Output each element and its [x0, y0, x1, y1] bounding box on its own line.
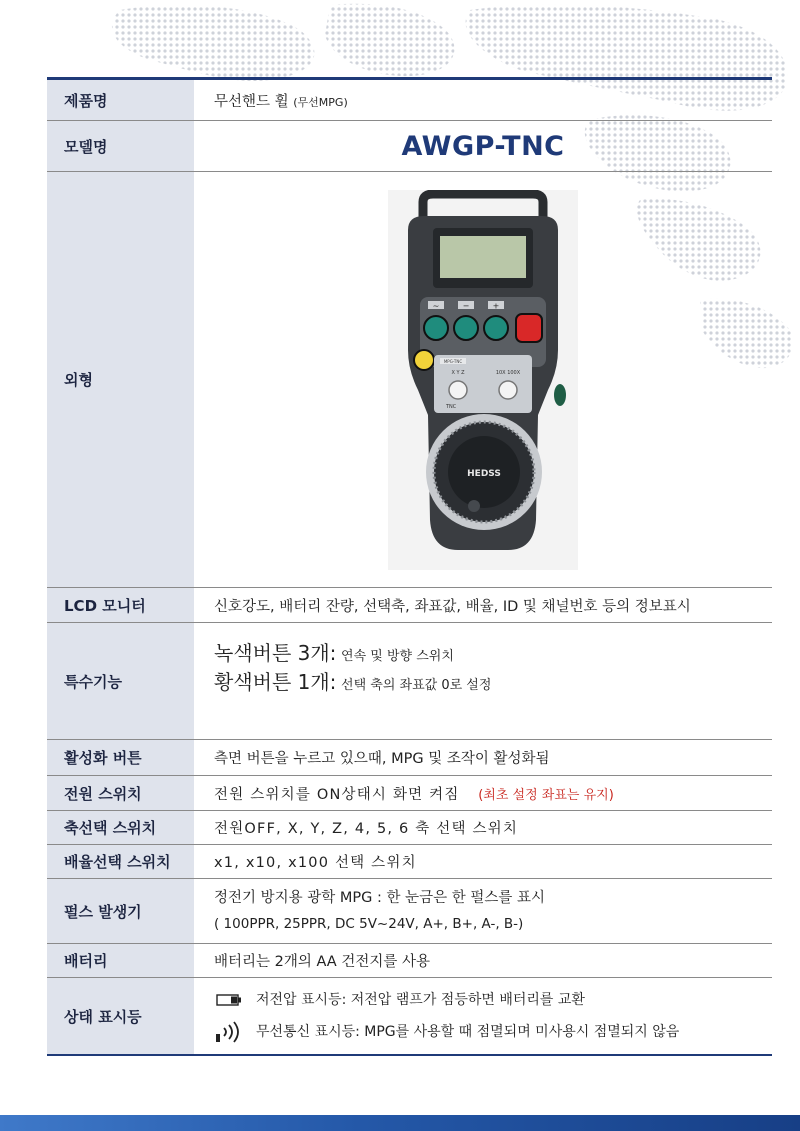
value-axis: 전원OFF, X, Y, Z, 4, 5, 6 축 선택 스위치	[214, 821, 519, 837]
brand-label: TNC	[446, 403, 457, 410]
row-special	[47, 623, 772, 740]
low-voltage-line	[214, 984, 772, 1016]
product-name-note: (무선MPG)	[293, 95, 348, 109]
pulse-line1: 정전기 방지용 광학 MPG : 한 눈금은 한 펄스를 표시	[214, 890, 545, 906]
pulse-line2: ( 100PPR, 25PPR, DC 5V~24V, A+, B+, A-, B-)	[214, 916, 524, 932]
bottom-accent-bar	[0, 1115, 800, 1131]
label-power: 전원 스위치	[47, 776, 194, 810]
green-button-1	[424, 316, 448, 340]
label-special: 특수기능	[47, 623, 194, 739]
value-lcd: 신호강도, 배터리 잔량, 선택축, 좌표값, 배율, ID 및 채널번호 등의 정보표시	[214, 598, 691, 615]
wireless-line	[214, 1016, 772, 1048]
btn-minus-label: −	[462, 301, 470, 310]
side-activation-button	[554, 384, 566, 406]
value-scale: x1, x10, x100 선택 스위치	[214, 855, 417, 871]
wheel-grip	[468, 500, 480, 512]
row-pulse	[47, 879, 772, 944]
btn-tilde-label: ~	[432, 301, 440, 310]
green-button-3	[484, 316, 508, 340]
row-lcd	[47, 588, 772, 623]
battery-icon	[214, 994, 244, 1006]
row-model-name	[47, 121, 772, 172]
special-line1-title: 녹색버튼 3개:	[214, 641, 337, 665]
row-power	[47, 776, 772, 811]
wheel-brand-label: HEDSS	[467, 468, 501, 479]
label-scale: 배율선택 스위치	[47, 845, 194, 878]
label-lcd: LCD 모니터	[47, 588, 194, 622]
row-status	[47, 978, 772, 1054]
btn-plus-label: +	[492, 301, 500, 310]
wireless-pendant-illustration	[388, 190, 578, 570]
label-appearance: 외형	[47, 172, 194, 587]
value-pulse	[194, 879, 772, 943]
wireless-text: 무선통신 표시등: MPG를 사용할 때 점멸되며 미사용시 점멸되지 않음	[256, 1024, 680, 1040]
wireless-signal-icon	[214, 1020, 244, 1044]
value-special	[194, 623, 772, 739]
special-line1-desc: 연속 및 방향 스위치	[341, 649, 454, 664]
special-line2-title: 황색버튼 1개:	[214, 670, 337, 694]
value-battery: 배터리는 2개의 AA 건전지를 사용	[214, 954, 430, 970]
label-pulse: 펄스 발생기	[47, 879, 194, 943]
label-product-name: 제품명	[47, 80, 194, 120]
label-battery: 배터리	[47, 944, 194, 977]
spec-table	[47, 77, 772, 1056]
row-scale	[47, 845, 772, 879]
model-plate-label: MPG-TNC	[443, 358, 463, 364]
label-model-name: 모델명	[47, 121, 194, 171]
label-axis: 축선택 스위치	[47, 811, 194, 844]
power-text: 전원 스위치를 ON상태시 화면 켜짐	[214, 786, 460, 803]
row-axis	[47, 811, 772, 845]
value-power	[194, 776, 772, 810]
power-note: (최초 설정 좌표는 유지)	[478, 787, 614, 803]
low-voltage-text: 저전압 표시등: 저전압 램프가 점등하면 배터리를 교환	[256, 992, 585, 1008]
yellow-button	[414, 350, 434, 370]
power-switch	[516, 314, 542, 342]
product-name-text: 무선핸드 휠	[214, 93, 289, 110]
row-activate	[47, 740, 772, 776]
mult-selector-label: 10X 100X	[495, 369, 521, 376]
row-battery	[47, 944, 772, 978]
value-product-name	[194, 80, 772, 120]
green-button-2	[454, 316, 478, 340]
value-status	[194, 978, 772, 1054]
axis-selector-label: X Y Z	[451, 369, 465, 376]
special-line2-desc: 선택 축의 좌표값 0로 설정	[341, 678, 492, 693]
row-product-name	[47, 80, 772, 121]
label-status: 상태 표시등	[47, 978, 194, 1054]
value-activate: 측면 버튼을 누르고 있으때, MPG 및 조작이 활성화됨	[214, 751, 550, 767]
appearance-image-cell	[194, 172, 772, 587]
axis-selector-knob	[449, 381, 467, 399]
model-name-value: AWGP-TNC	[401, 130, 565, 162]
label-activate: 활성화 버튼	[47, 740, 194, 775]
row-appearance	[47, 172, 772, 588]
mult-selector-knob	[499, 381, 517, 399]
